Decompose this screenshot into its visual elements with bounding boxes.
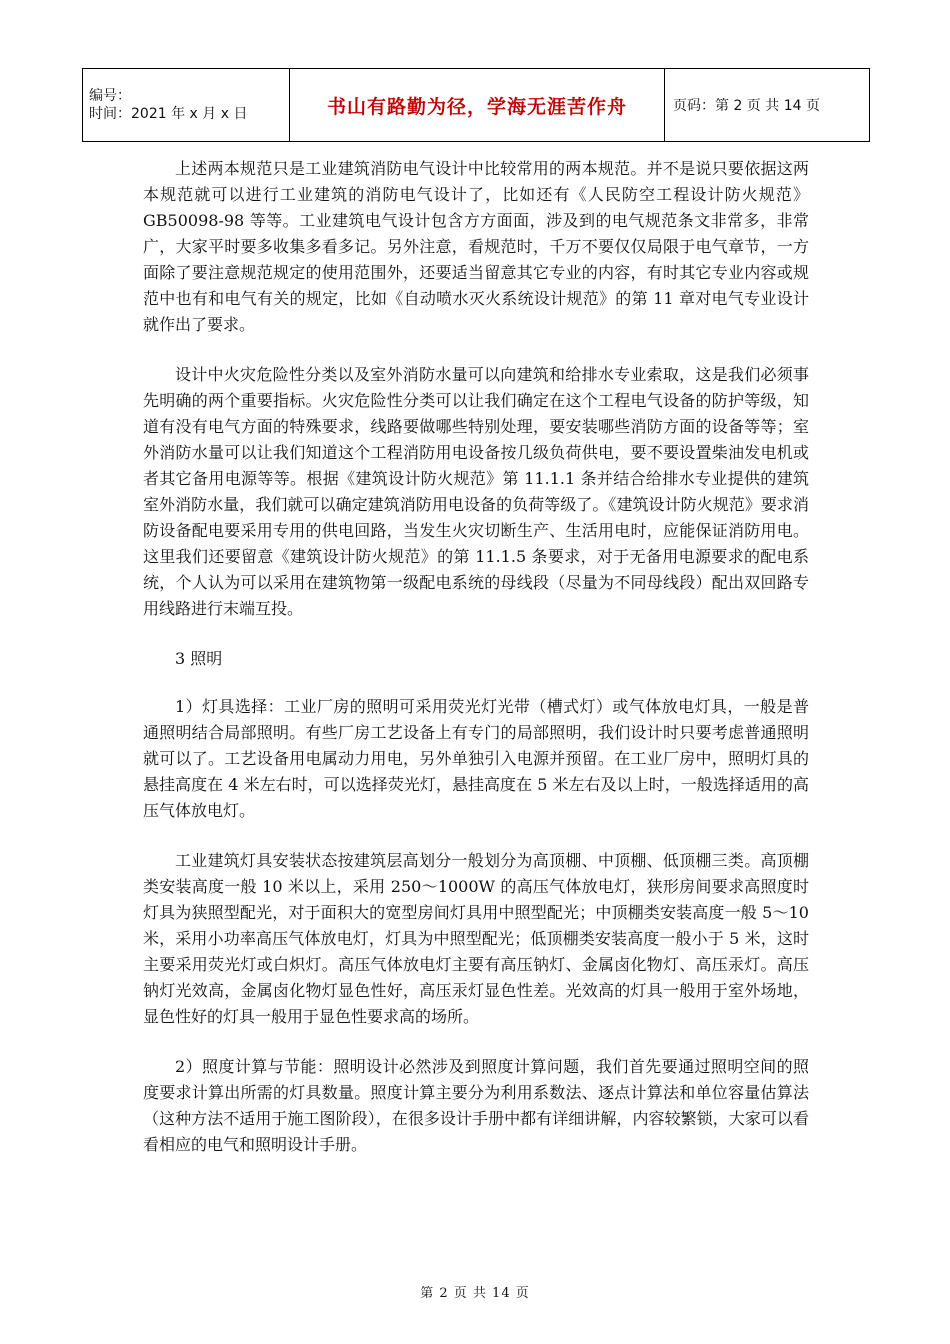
- document-number: 编号：: [89, 88, 131, 104]
- paragraph-illuminance-calculation: 2）照度计算与节能：照明设计必然涉及到照度计算问题，我们首先要通过照明空间的照度要求计算出所需的灯具数量。照度计算主要分为利用系数法、逐点计算法和单位容量估算法（这种方法不适用于施工图阶段），在很多设计手册中都有详细讲解，内容较繁锁，大家可以看看相应的电气和照明设计手册。: [143, 1057, 809, 1154]
- document-body: [143, 156, 809, 1182]
- paragraph-fire-classification: 设计中火灾危险性分类以及室外消防水量可以向建筑和给排水专业索取，这是我们必须事先明确的两个重要指标。火灾危险性分类可以让我们确定在这个工程电气设备的防护等级，知道有没有电气方面的特殊要求，线路要做哪些特别处理，要安装哪些消防方面的设备等等；室外消防水量可以让我们知道这个工程消防用电设备按几级负荷供电，要不要设置柴油发电机或者其它备用电源等等。根据《建筑设计防火规范》第 11.1.1 条并结合给排水专业提供的建筑室外消防水量，我们就可以确定建筑消防用电设备的负荷等级了。《建筑设计防火规范》要求消防设备配电要采用专用的供电回路，当发生火灾切断生产、生活用电时，应能保证消防用电。这里我们还要留意《建筑设计防火规范》的第 11.1.5 条要求，对于无备用电源要求的配电系统，个人认为可以采用在建筑物第一级配电系统的母线段（尽量为不同母线段）配出双回路专用线路进行末端互投。: [143, 365, 809, 618]
- header-page-number: 页码：第 2 页 共 14 页: [665, 69, 870, 142]
- paragraph-luminaire-selection: 1）灯具选择：工业厂房的照明可采用荧光灯光带（槽式灯）或气体放电灯具，一般是普通照明结合局部照明。有些厂房工艺设备上有专门的局部照明，我们设计时只要考虑普通照明就可以了。工艺设备用电属动力用电，另外单独引入电源并预留。在工业厂房中，照明灯具的悬挂高度在 4 米左右时，可以选择荧光灯，悬挂高度在 5 米左右及以上时，一般选择适用的高压气体放电灯。: [143, 697, 809, 820]
- paragraph-standards: 上述两本规范只是工业建筑消防电气设计中比较常用的两本规范。并不是说只要依据这两本规范就可以进行工业建筑的消防电气设计了，比如还有《人民防空工程设计防火规范》GB50098-98 等等。工业建筑电气设计包含方方面面，涉及到的电气规范条文非常多，非常广，大家平时要多收集多看多记。另外注意，看规范时，千万不要仅仅局限于电气章节，一方面除了要注意规范规定的使用范围外，还要适当留意其它专业的内容，有时其它专业内容或规范中也有和电气有关的规定，比如《自动喷水灭火系统设计规范》的第 11 章对电气专业设计就作出了要求。: [143, 159, 809, 334]
- paragraph-ceiling-classes: 工业建筑灯具安装状态按建筑层高划分一般划分为高顶棚、中顶棚、低顶棚三类。高顶棚类安装高度一般 10 米以上，采用 250～1000W 的高压气体放电灯，狭形房间要求高照度时灯具为狭照型配光，对于面积大的宽型房间灯具用中照型配光；中顶棚类安装高度一般 5～10 米，采用小功率高压气体放电灯，灯具为中照型配光；低顶棚类安装高度一般小于 5 米，这时主要采用荧光灯或白炽灯。高压气体放电灯主要有高压钠灯、金属卤化物灯、高压汞灯。高压钠灯光效高，金属卤化物灯显色性好，高压汞灯显色性差。光效高的灯具一般用于室外场地，显色性好的灯具一般用于显色性要求高的场所。: [143, 851, 809, 1026]
- section-heading-lighting: 3 照明: [175, 649, 223, 668]
- document-date: 时间：2021 年 x 月 x 日: [89, 106, 248, 122]
- document-header: [82, 68, 870, 142]
- page-footer: 第 2 页 共 14 页: [420, 1286, 530, 1301]
- header-motto: 书山有路勤为径，学海无涯苦作舟: [290, 69, 665, 142]
- header-meta: [83, 69, 290, 142]
